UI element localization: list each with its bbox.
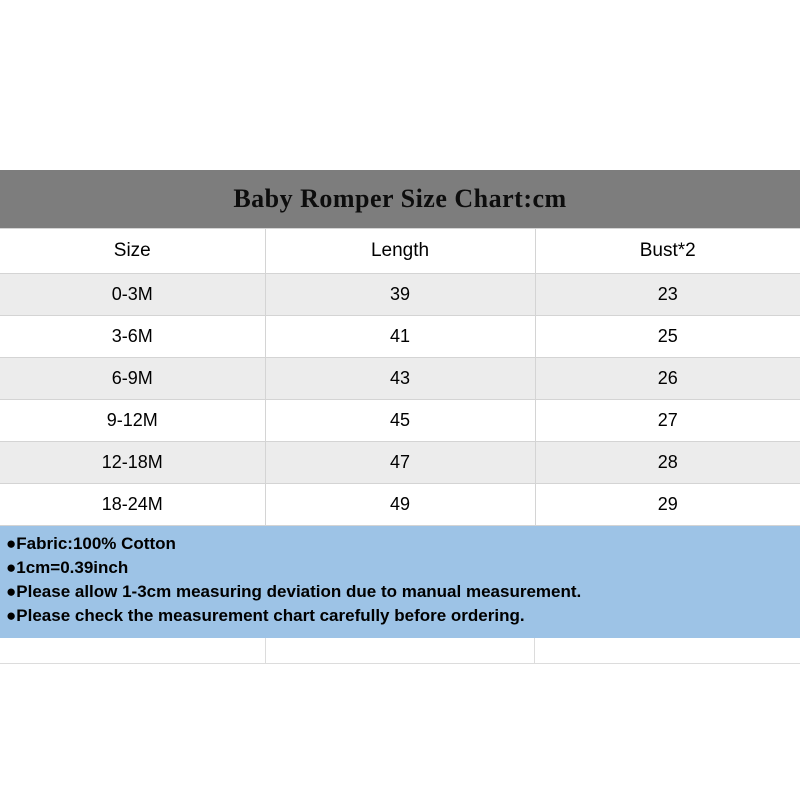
note-line: ●Fabric:100% Cotton	[6, 534, 176, 553]
bust-cell: 29	[535, 484, 800, 526]
column-header-bust: Bust*2	[535, 229, 800, 274]
bust-cell: 26	[535, 358, 800, 400]
length-cell: 39	[265, 274, 535, 316]
length-cell: 45	[265, 400, 535, 442]
size-cell: 18-24M	[0, 484, 265, 526]
size-cell: 9-12M	[0, 400, 265, 442]
bust-cell: 28	[535, 442, 800, 484]
column-header-length: Length	[265, 229, 535, 274]
table-header-row	[0, 229, 800, 274]
table-row	[0, 358, 800, 400]
size-cell: 3-6M	[0, 316, 265, 358]
bust-cell: 25	[535, 316, 800, 358]
length-cell: 49	[265, 484, 535, 526]
size-table	[0, 228, 800, 526]
size-cell: 0-3M	[0, 274, 265, 316]
table-row	[0, 316, 800, 358]
size-cell: 6-9M	[0, 358, 265, 400]
empty-table-row	[0, 638, 800, 664]
bust-cell: 27	[535, 400, 800, 442]
page-title: Baby Romper Size Chart:cm	[233, 184, 567, 213]
column-header-size: Size	[0, 229, 265, 274]
table-row	[0, 274, 800, 316]
length-cell: 41	[265, 316, 535, 358]
notes-panel	[0, 526, 800, 638]
table-row	[0, 484, 800, 526]
bust-cell: 23	[535, 274, 800, 316]
note-line: ●Please allow 1-3cm measuring deviation due to manual measurement.	[6, 582, 582, 601]
length-cell: 47	[265, 442, 535, 484]
table-row	[0, 400, 800, 442]
title-band	[0, 170, 800, 228]
note-line: ●Please check the measurement chart carefully before ordering.	[6, 606, 525, 625]
size-cell: 12-18M	[0, 442, 265, 484]
note-line: ●1cm=0.39inch	[6, 558, 129, 577]
length-cell: 43	[265, 358, 535, 400]
table-row	[0, 442, 800, 484]
